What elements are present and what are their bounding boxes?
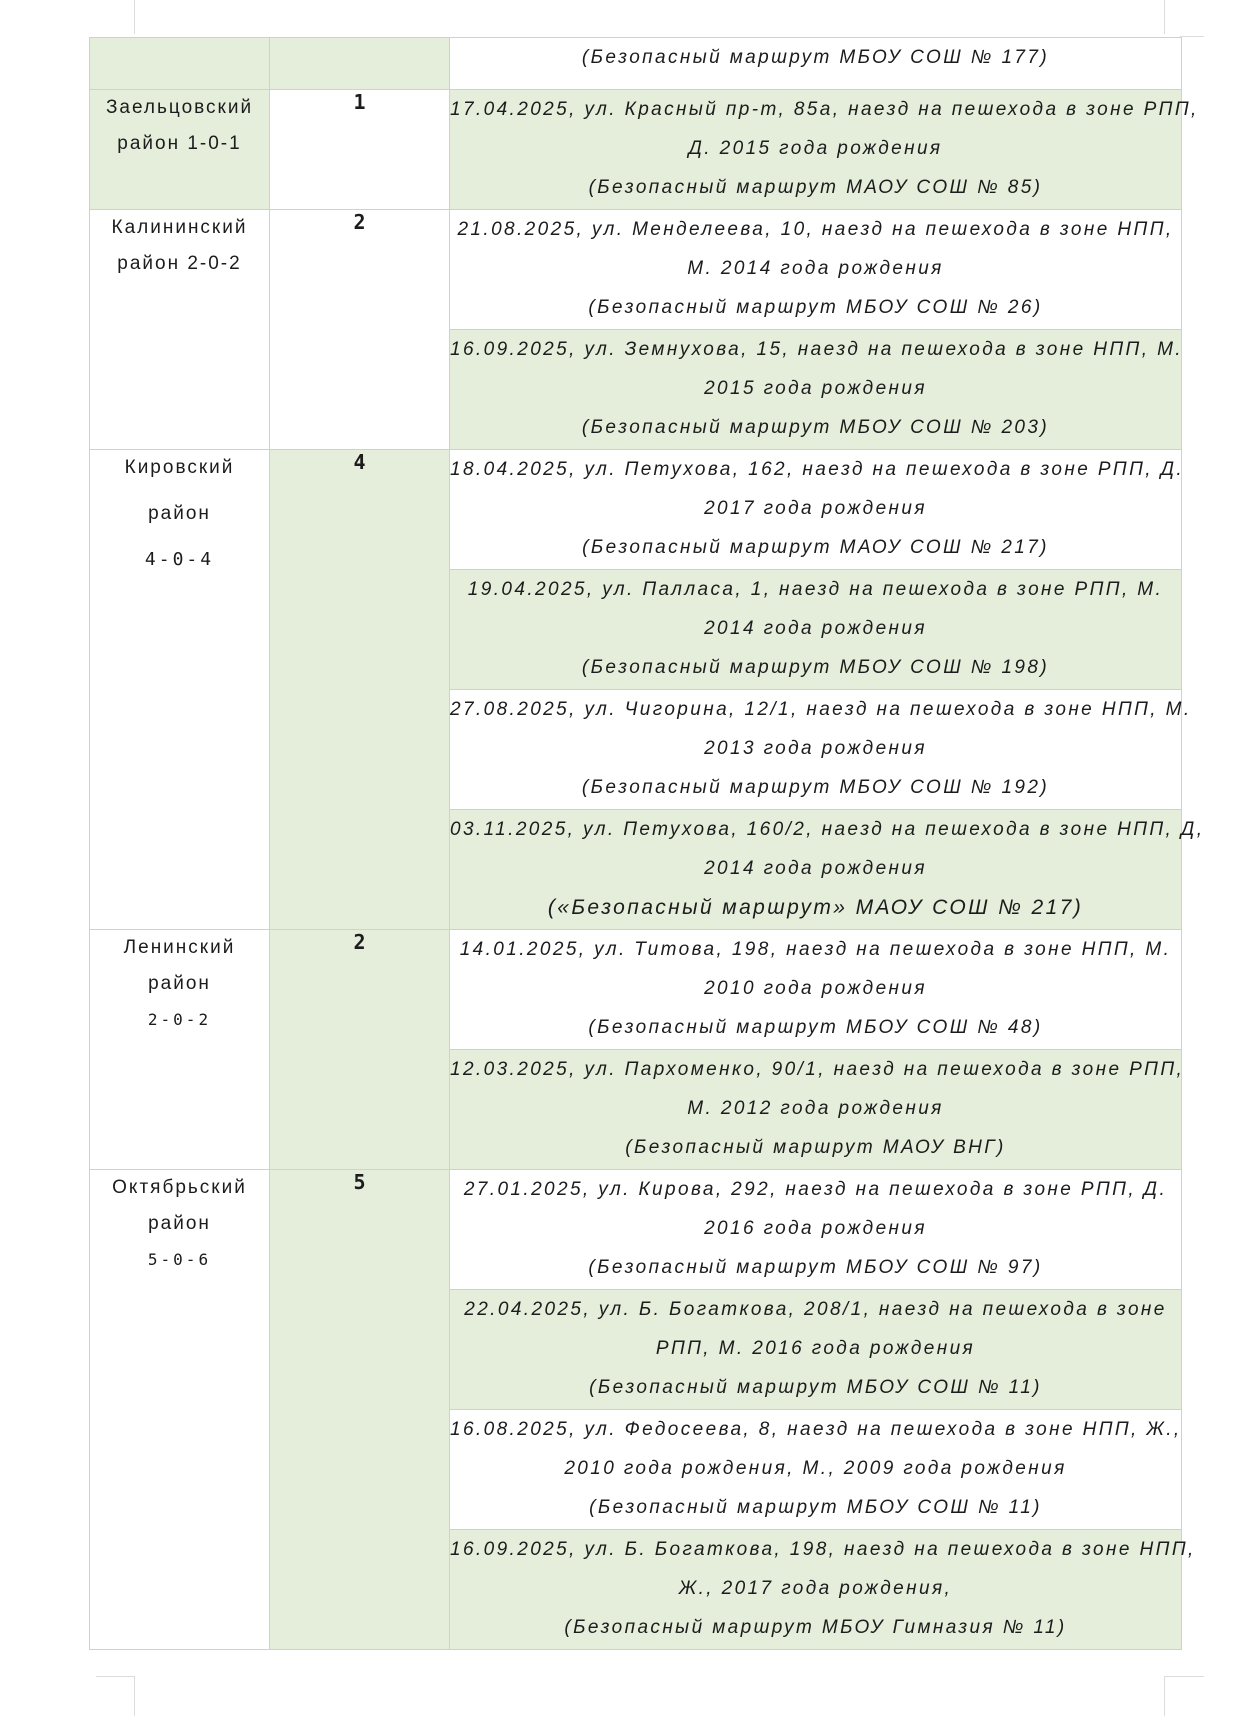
incident-cell [450, 1050, 1185, 1170]
count-cell: 4 [270, 450, 450, 930]
incident-victim-line: Ж., 2017 года рождения, [678, 1578, 953, 1599]
incident-victim-line: 2010 года рождения [704, 978, 927, 999]
incident-school-line: (Безопасный маршрут МБОУ СОШ № 192) [581, 777, 1050, 798]
incident-school-line: («Безопасный маршрут» МАОУ СОШ № 217) [547, 896, 1084, 919]
incident-victim-line: РПП, М. 2016 года рождения [655, 1338, 976, 1359]
incident-description-line: 03.11.2025, ул. Петухова, 160/2, наезд на пешехода в зоне НПП, Д, [450, 819, 1205, 840]
district-cell [90, 450, 270, 930]
incident-cell [450, 1530, 1196, 1650]
incident-description-line: 21.08.2025, ул. Менделеева, 10, наезд на пешехода в зоне НПП, [457, 219, 1174, 240]
incident-school-line: (Безопасный маршрут МАОУ СОШ № 217) [582, 537, 1049, 558]
page-corner-mark [1164, 1676, 1204, 1677]
district-name: Калининский [111, 217, 248, 238]
incident-school-line: (Безопасный маршрут МБОУ СОШ № 11) [589, 1497, 1042, 1518]
incident-school-line: (Безопасный маршрут МБОУ Гимназия № 11) [564, 1617, 1067, 1638]
table-row [90, 90, 1182, 210]
incident-victim-line: 2010 года рождения, М., 2009 года рождения [564, 1458, 1067, 1479]
incident-description-line: 16.09.2025, ул. Земнухова, 15, наезд на пешехода в зоне НПП, М. [450, 339, 1183, 360]
table-row [90, 930, 1182, 1050]
count-cell: 2 [270, 210, 450, 450]
district-code: район 1-0-1 [117, 133, 242, 154]
incident-school-line: (Безопасный маршрут МБОУ СОШ № 97) [588, 1257, 1043, 1278]
district-name: Кировский [124, 457, 235, 478]
incident-victim-line: 2016 года рождения [704, 1218, 927, 1239]
incident-victim-line: 2017 года рождения [704, 498, 927, 519]
incident-description-line: 12.03.2025, ул. Пархоменко, 90/1, наезд на пешехода в зоне РПП, [450, 1059, 1185, 1080]
incident-victim-line: Д. 2015 года рождения [688, 138, 943, 159]
page-corner-mark [1164, 1676, 1165, 1716]
incident-cell [450, 450, 1185, 570]
district-cell [90, 38, 270, 90]
incident-description-line: 16.09.2025, ул. Б. Богаткова, 198, наезд на пешехода в зоне НПП, [450, 1539, 1196, 1560]
incident-description-line: 18.04.2025, ул. Петухова, 162, наезд на пешехода в зоне РПП, Д. [450, 459, 1185, 480]
page-corner-mark [96, 1676, 134, 1677]
district-name: Октябрьский [112, 1177, 247, 1198]
incident-school-line: (Безопасный маршрут МАОУ СОШ № 85) [588, 177, 1043, 198]
incident-school-line: (Безопасный маршрут МБОУ СОШ № 177) [581, 47, 1050, 68]
district-code: 2-0-2 [147, 1010, 212, 1029]
incident-cell [450, 1290, 1182, 1410]
count-cell [270, 38, 450, 90]
incident-victim-line: 2014 года рождения [704, 858, 927, 879]
incident-victim-line: 2015 года рождения [704, 378, 927, 399]
district-code: 5-0-6 [147, 1250, 212, 1269]
district-cell [90, 1170, 270, 1650]
incident-description-line: 27.08.2025, ул. Чигорина, 12/1, наезд на пешехода в зоне НПП, М. [450, 699, 1192, 720]
incidents-table [89, 37, 1205, 1650]
count-cell: 2 [270, 930, 450, 1170]
table-row [90, 450, 1182, 570]
district-type: район [148, 973, 211, 994]
district-cell [90, 210, 270, 450]
table-row [90, 210, 1182, 330]
incident-cell [450, 210, 1182, 330]
district-type: район [148, 503, 211, 524]
incident-cell [450, 90, 1199, 210]
incident-victim-line: М. 2014 года рождения [687, 258, 944, 279]
incident-cell [450, 690, 1192, 810]
count-cell: 1 [270, 90, 450, 210]
incident-cell [450, 330, 1182, 450]
incident-cell [450, 1170, 1182, 1290]
incident-school-line: (Безопасный маршрут МАОУ ВНГ) [625, 1137, 1006, 1158]
incident-cell [450, 810, 1205, 930]
incident-description-line: 19.04.2025, ул. Палласа, 1, наезд на пешехода в зоне РПП, М. [467, 579, 1164, 600]
incident-description-line: 16.08.2025, ул. Федосеева, 8, наезд на пешехода в зоне НПП, Ж., [450, 1419, 1182, 1440]
page-corner-mark [1180, 36, 1204, 37]
district-cell [90, 930, 270, 1170]
incident-cell [450, 930, 1182, 1050]
incident-description-line: 27.01.2025, ул. Кирова, 292, наезд на пешехода в зоне РПП, Д. [463, 1179, 1168, 1200]
district-code: 4-0-4 [144, 549, 215, 570]
incident-description-line: 14.01.2025, ул. Титова, 198, наезд на пешехода в зоне НПП, М. [459, 939, 1172, 960]
count-cell: 5 [270, 1170, 450, 1650]
district-cell [90, 90, 270, 210]
table-row [90, 38, 1182, 90]
page-corner-mark [1164, 0, 1165, 34]
incident-victim-line: М. 2012 года рождения [687, 1098, 944, 1119]
incident-school-line: (Безопасный маршрут МБОУ СОШ № 198) [581, 657, 1050, 678]
incident-victim-line: 2014 года рождения [704, 618, 927, 639]
district-name: Заельцовский [105, 97, 254, 118]
incident-cell [450, 1410, 1182, 1530]
district-code: район 2-0-2 [117, 253, 242, 274]
incident-school-line: (Безопасный маршрут МБОУ СОШ № 26) [588, 297, 1043, 318]
page-corner-mark [134, 0, 135, 34]
incident-school-line: (Безопасный маршрут МБОУ СОШ № 11) [589, 1377, 1042, 1398]
incident-description-line: 22.04.2025, ул. Б. Богаткова, 208/1, наезд на пешехода в зоне [464, 1299, 1167, 1320]
incident-description-line: 17.04.2025, ул. Красный пр-т, 85а, наезд на пешехода в зоне РПП, [450, 99, 1199, 120]
table-row [90, 1170, 1182, 1290]
incident-cell [450, 38, 1182, 90]
incident-cell [450, 570, 1182, 690]
incident-victim-line: 2013 года рождения [704, 738, 927, 759]
district-name: Ленинский [123, 937, 236, 958]
incident-school-line: (Безопасный маршрут МБОУ СОШ № 48) [588, 1017, 1043, 1038]
incident-school-line: (Безопасный маршрут МБОУ СОШ № 203) [581, 417, 1050, 438]
district-type: район [148, 1213, 211, 1234]
page-corner-mark [134, 1676, 135, 1716]
